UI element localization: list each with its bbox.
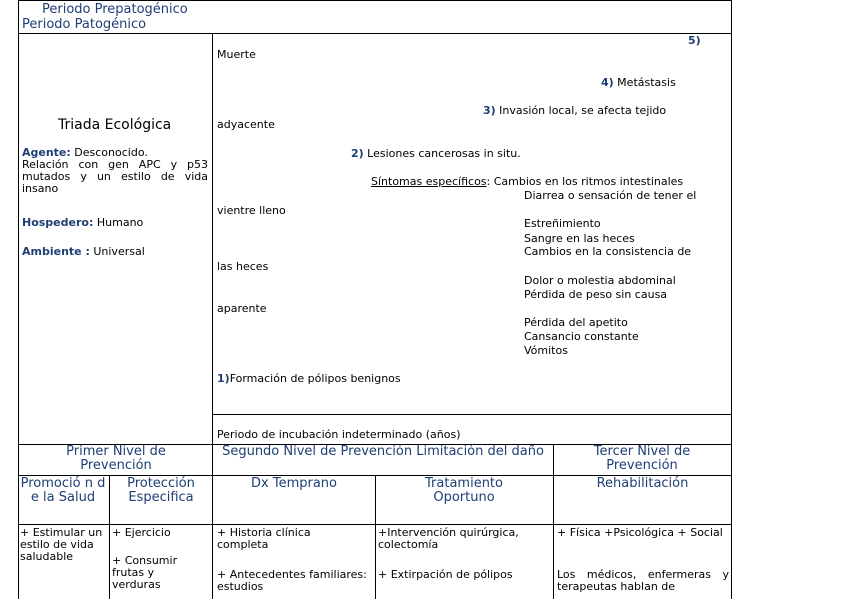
environment-block xyxy=(22,246,145,258)
stage-4-text: Metástasis xyxy=(613,76,676,89)
stage-4 xyxy=(601,77,676,89)
symptom-fatigue: Cansancio constante xyxy=(524,330,639,343)
environment-value: Universal xyxy=(89,245,145,258)
promo-protect-divider xyxy=(109,475,110,599)
border-left xyxy=(18,0,19,599)
promo-header: Promoció n de la Salud xyxy=(20,476,106,505)
stage-5-text: Muerte xyxy=(217,48,256,61)
symptoms-label: Síntomas específicos xyxy=(371,175,487,188)
symptom-vomit: Vómitos xyxy=(524,344,568,357)
rehab-header: Rehabilitación xyxy=(596,476,689,491)
left-column-divider xyxy=(212,33,213,599)
treatment-item-1: +Intervención quirúrgica, colectomía xyxy=(378,526,519,551)
stage-1-text: Formación de pólipos benignos xyxy=(229,372,401,385)
triad-title: Triada Ecológica xyxy=(58,117,172,133)
border-top xyxy=(18,0,732,1)
symptom-constipation: Estreñimiento xyxy=(524,217,601,230)
agent-detail: Relación con gen APC y p53 mutados y un estilo de vida insano xyxy=(22,158,208,195)
symptom-diarrhea: Diarrea o sensación de tener el xyxy=(524,189,697,202)
symptom-pain: Dolor o molestia abdominal xyxy=(524,274,676,287)
stage-2-text: Lesiones cancerosas in situ. xyxy=(363,147,521,160)
patogenic-period-title: Periodo Patogénico xyxy=(22,17,147,32)
treatment-item-2: + Extirpación de pólipos xyxy=(378,568,513,581)
symptom-appetite: Pérdida del apetito xyxy=(524,316,628,329)
second-third-divider xyxy=(553,444,554,599)
stage-3 xyxy=(483,105,666,117)
incubation-divider xyxy=(212,414,732,415)
third-level-title: Tercer Nivel de Prevención xyxy=(593,444,691,473)
host-block xyxy=(22,217,143,229)
symptom-diarrhea-continuation: vientre lleno xyxy=(217,204,286,217)
protection-item-2: + Consumir frutas y verduras xyxy=(112,554,178,591)
symptom-consistency-continuation: las heces xyxy=(217,260,269,273)
protection-header: Protección Especifica xyxy=(127,476,195,505)
header-divider xyxy=(18,33,732,34)
stage-3-text: Invasión local, se afecta tejido xyxy=(495,104,667,117)
stage-1 xyxy=(217,373,401,385)
stage-2 xyxy=(351,148,521,160)
border-right xyxy=(731,0,732,599)
rehab-item-2: Los médicos, enfermeras y terapeutas hablan de xyxy=(557,568,729,593)
symptom-weight: Pérdida de peso sin causa xyxy=(524,288,668,301)
symptoms-intro: : Cambios en los ritmos intestinales xyxy=(486,175,684,188)
stage-3-continuation: adyacente xyxy=(217,118,275,131)
symptom-consistency: Cambios en la consistencia de xyxy=(524,245,692,258)
treatment-header: Tratamiento Oportuno xyxy=(425,476,503,505)
promo-item-1: + Estimular un estilo de vida saludable xyxy=(20,526,103,563)
rehab-item-1: + Física +Psicológica + Social xyxy=(557,526,723,539)
dx-header: Dx Temprano xyxy=(251,476,337,491)
stage-1-number: 1) xyxy=(217,372,230,385)
symptom-weight-continuation: aparente xyxy=(217,302,267,315)
host-value: Humano xyxy=(93,216,144,229)
stage-5-number: 5) xyxy=(688,34,701,47)
agent-label: Agente: xyxy=(22,146,71,159)
protection-item-1: + Ejercicio xyxy=(112,526,171,539)
agent-block xyxy=(22,147,208,195)
symptoms-heading xyxy=(371,176,683,188)
stage-2-number: 2) xyxy=(351,147,364,160)
first-level-title: Primer Nivel de Prevención xyxy=(66,444,166,473)
dx-item-2: + Antecedentes familiares: estudios xyxy=(217,568,367,593)
agent-value: Desconocido. xyxy=(70,146,148,159)
dx-treat-divider xyxy=(375,475,376,599)
dx-item-1: + Historia clínica completa xyxy=(217,526,311,551)
stage-3-number: 3) xyxy=(483,104,496,117)
symptom-blood: Sangre en las heces xyxy=(524,232,635,245)
environment-label: Ambiente : xyxy=(22,245,90,258)
stage-4-number: 4) xyxy=(601,76,614,89)
host-label: Hospedero: xyxy=(22,216,94,229)
second-level-title: Segundo Nivel de Prevención Limitación del daño xyxy=(222,444,544,459)
prepatogenic-period-title: Periodo Prepatogénico xyxy=(42,2,188,17)
incubation-period: Periodo de incubación indeterminado (años) xyxy=(217,428,461,441)
